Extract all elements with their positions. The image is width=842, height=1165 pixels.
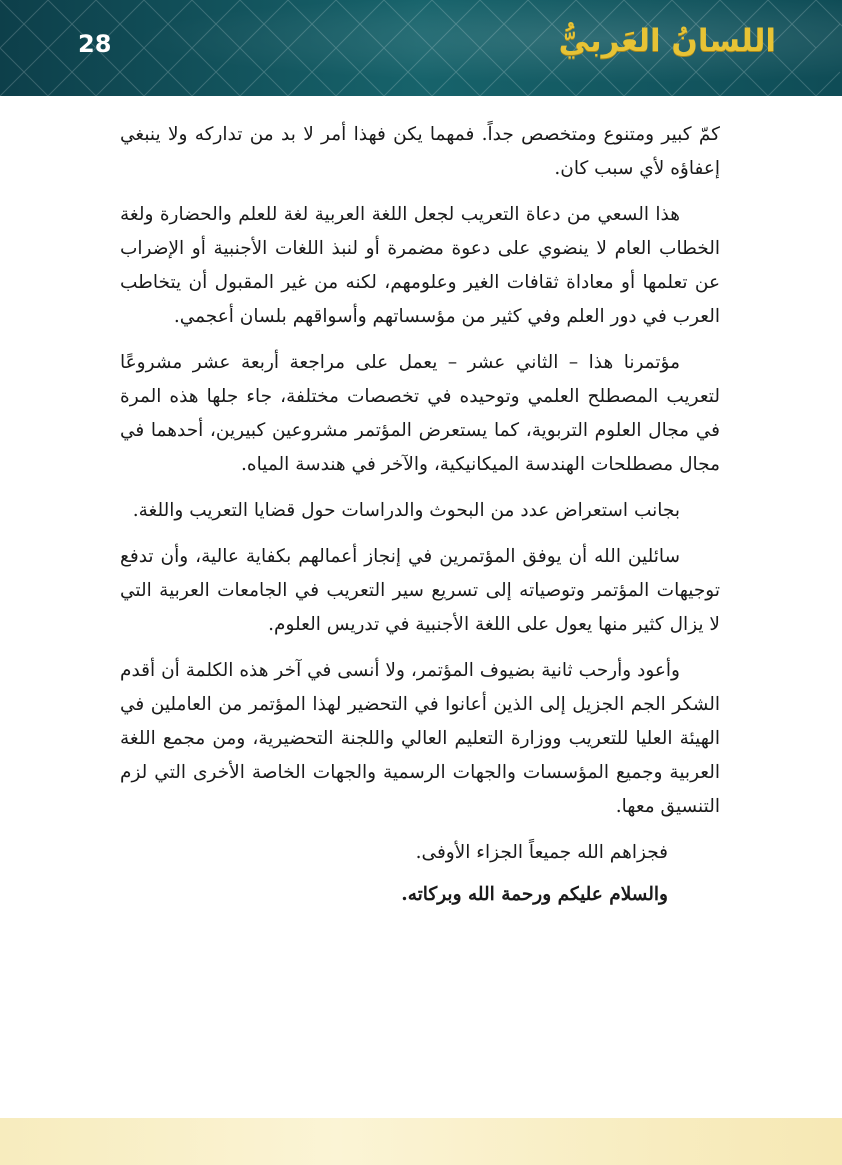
closing-salutation: والسلام عليكم ورحمة الله وبركاته. bbox=[401, 884, 668, 905]
paragraph-3: مؤتمرنا هذا – الثاني عشر – يعمل على مراجعة أربعة عشر مشروعًا لتعريب المصطلح العلمي وتوحيده في تخصصات مختلفة، جاء جلها هذه المرة في مجال العلوم التربوية، كما يستعرض المؤتمر مشروعين كبيرين، أحدهما في مجال مصطلحات الهندسة الميكانيكية، والآخر في هندسة المياه. bbox=[120, 352, 720, 475]
page-number: 28 bbox=[78, 30, 112, 58]
page-footer-band bbox=[0, 1118, 842, 1165]
article-body bbox=[120, 118, 720, 920]
closing-thanks: فجزاهم الله جميعاً الجزاء الأوفى. bbox=[415, 842, 668, 863]
magazine-logo: اللسانُ العَربيُّ bbox=[558, 23, 776, 59]
paragraph-1: كمّ كبير ومتنوع ومتخصص جداً. فمهما يكن فهذا أمر لا بد من تداركه ولا ينبغي إعفاؤه لأي سبب كان. bbox=[120, 124, 720, 179]
paragraph-4: بجانب استعراض عدد من البحوث والدراسات حول قضايا التعريب واللغة. bbox=[132, 500, 680, 521]
paragraph-2: هذا السعي من دعاة التعريب لجعل اللغة العربية لغة للعلم والحضارة ولغة الخطاب العام لا ينضوي على دعوة مضمرة أو لنبذ اللغات الأجنبية أو الإضراب عن تعلمها أو معاداة ثقافات الغير وعلومهم، لكنه من غير المقبول أن يتخاطب العرب في دور العلم وفي كثير من مؤسساتهم وأسواقهم بلسان أعجمي. bbox=[120, 204, 720, 327]
page-header bbox=[0, 0, 842, 96]
paragraph-5: سائلين الله أن يوفق المؤتمرين في إنجاز أعمالهم بكفاية عالية، وأن تدفع توجيهات المؤتمر وتوصياته إلى تسريع سير التعريب في الجامعات العربية التي لا يزال كثير منها يعول على اللغة الأجنبية في تدريس العلوم. bbox=[120, 546, 720, 635]
paragraph-6: وأعود وأرحب ثانية بضيوف المؤتمر، ولا أنسى في آخر هذه الكلمة أن أقدم الشكر الجم الجزيل إلى الذين أعانوا في التحضير لهذا المؤتمر من العاملين في الهيئة العليا للتعريب ووزارة التعليم العالي واللجنة التحضيرية، ومن مجمع اللغة العربية وجميع المؤسسات والجهات الرسمية والجهات الخاصة الأخرى التي لزم التنسيق معها. bbox=[120, 660, 720, 817]
